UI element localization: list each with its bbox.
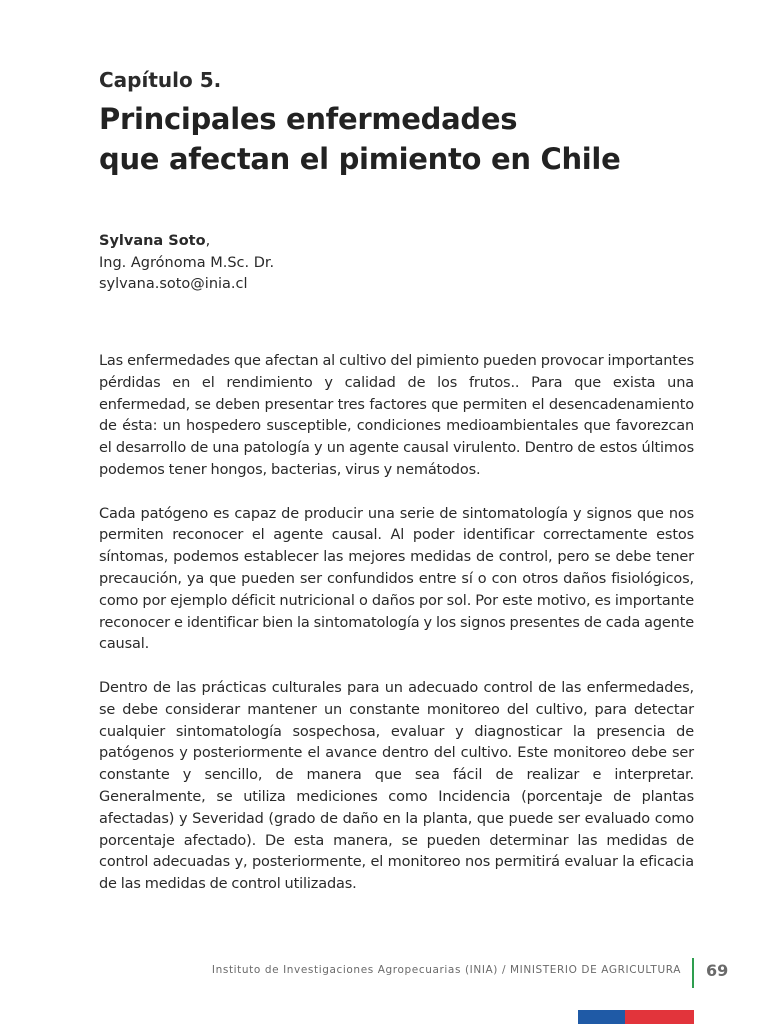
page-title	[99, 99, 699, 179]
body-text	[99, 351, 694, 918]
title-line-1: Principales enfermedades	[99, 102, 518, 136]
footer-divider	[692, 958, 694, 988]
author-name: Sylvana Soto	[99, 233, 206, 249]
flag-blue-segment	[578, 1010, 625, 1024]
title-line-2: que afectan el pimiento en Chile	[99, 142, 621, 176]
page-number: 69	[706, 961, 729, 980]
author-credentials: Ing. Agrónoma M.Sc. Dr.	[99, 254, 275, 271]
author-name-line	[99, 231, 274, 253]
author-email: sylvana.soto@inia.cl	[99, 276, 248, 292]
paragraph-1: Las enfermedades que afectan al cultivo del pimiento pueden provocar importantes pérdidas en el rendimiento y calidad de los frutos.. Para que exista una enfermedad, se deben presentar tres factores que permiten el desencadenamiento de ésta: un hospedero susceptible, condiciones medioambientales que favorezcan el desarrollo de una patología y un agente causal virulento. Dentro de estos últimos podemos tener hongos, bacterias, virus y nemátodos.	[99, 353, 694, 478]
author-block	[99, 231, 274, 296]
chapter-label: Capítulo 5.	[99, 68, 222, 92]
footer-institution: Instituto de Investigaciones Agropecuarias (INIA) / MINISTERIO DE AGRICULTURA	[211, 964, 681, 976]
flag-color-bar	[578, 1010, 694, 1024]
author-name-suffix: ,	[205, 233, 211, 249]
paragraph-3: Dentro de las prácticas culturales para un adecuado control de las enfermedades, se debe considerar mantener un constante monitoreo del cultivo, para detectar cualquier sintomatología sospechosa, evaluar y diagnosticar la presencia de patógenos y posteriormente el avance dentro del cultivo. Este monitoreo debe ser constante y sencillo, de manera que sea fácil de realizar e interpretar. Generalmente, se utiliza mediciones como Incidencia (porcentaje de plantas afectadas) y Severidad (grado de daño en la planta, que puede ser evaluado como porcentaje afectado). De esta manera, se pueden determinar las medidas de control adecuadas y, posteriormente, el monitoreo nos permitirá evaluar la eficacia de las medidas de control utilizadas.	[99, 679, 694, 893]
paragraph-2: Cada patógeno es capaz de producir una serie de sintomatología y signos que nos permiten reconocer el agente causal. Al poder identificar correctamente estos síntomas, podemos establecer las mejores medidas de control, pero se debe tener precaución, ya que pueden ser confundidos entre sí o con otros daños fisiológicos, como por ejemplo déficit nutricional o daños por sol. Por este motivo, es importante reconocer e identificar bien la sintomatología y los signos presentes de cada agente causal.	[99, 505, 694, 653]
flag-red-segment	[625, 1010, 694, 1024]
